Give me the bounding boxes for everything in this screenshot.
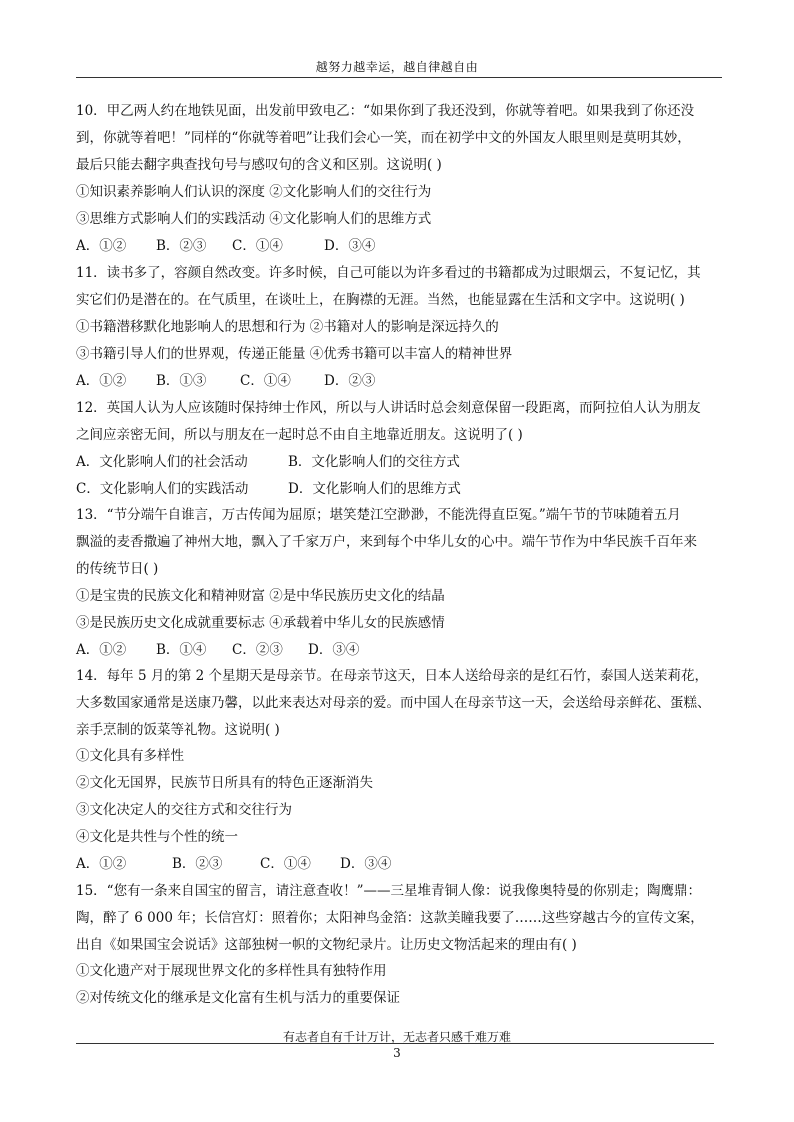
q13-option-b: B．①④ xyxy=(156,642,207,658)
q10-line-3: 最后只能去翻字典查找句号与感叹句的含义和区别。这说明( ) xyxy=(76,157,442,173)
q10-statement-3-4: ③思维方式影响人们的实践活动 ④文化影响人们的思维方式 xyxy=(76,211,432,227)
q10-option-b: B．②③ xyxy=(156,238,207,254)
q14-statement-3: ③文化决定人的交往方式和交往行为 xyxy=(76,802,292,818)
page-number: 3 xyxy=(393,1046,401,1060)
footer-rule xyxy=(76,1043,714,1044)
footer-motto: 有志者自有千计万计，无志者只感千难万难 xyxy=(282,1030,511,1044)
q11-option-d: D．②③ xyxy=(324,373,376,389)
q11-statement-1-2: ①书籍潜移默化地影响人的思想和行为 ②书籍对人的影响是深远持久的 xyxy=(76,319,499,335)
q11-option-b: B．①③ xyxy=(156,373,207,389)
q14-statement-2: ②文化无国界，民族节日所具有的特色正逐渐消失 xyxy=(76,775,373,791)
q12-option-a: A．文化影响人们的社会活动 xyxy=(76,454,248,470)
q13-line-3: 的传统节日( ) xyxy=(76,561,159,577)
q15-statement-2: ②对传统文化的继承是文化富有生机与活力的重要保证 xyxy=(76,990,400,1006)
q13-line-1: 13．“节分端午自谁言，万古传闻为屈原；堪笑楚江空渺渺，不能洗得直臣冤。”端午节的节味随着五月 xyxy=(76,507,681,523)
q10-statement-1-2: ①知识素养影响人们认识的深度 ②文化影响人们的交往行为 xyxy=(76,184,432,200)
q11-line-2: 实它们仍是潜在的。在气质里，在谈吐上，在胸襟的无涯。当然，也能显露在生活和文字中。这说明( ) xyxy=(76,292,685,308)
q10-line-1: 10．甲乙两人约在地铁见面，出发前甲致电乙：“如果你到了我还没到，你就等着吧。如果我到了你还没 xyxy=(76,103,695,119)
q15-line-2: 陶，醉了 6 000 年；长信宫灯：照着你；太阳神鸟金箔：这款美瞳我要了……这些穿越古今的宣传文案， xyxy=(76,910,704,926)
q13-option-a: A．①② xyxy=(76,642,127,658)
q15-statement-1: ①文化遗产对于展现世界文化的多样性具有独特作用 xyxy=(76,963,387,979)
q14-line-1: 14．每年 5 月的第 2 个星期天是母亲节。在母亲节这天，日本人送给母亲的是红石竹，泰国人送茉莉花， xyxy=(76,668,709,684)
q12-line-1: 12．英国人认为人应该随时保持绅士作风，所以与人讲话时总会刻意保留一段距离，而阿拉伯人认为朋友 xyxy=(76,400,701,416)
q14-line-2: 大多数国家通常是送康乃馨，以此来表达对母亲的爱。而中国人在母亲节这一天，会送给母亲鲜花、蛋糕、 xyxy=(76,695,711,711)
q14-option-a: A．①② xyxy=(76,856,127,872)
q14-statement-4: ④文化是共性与个性的统一 xyxy=(76,829,238,845)
q11-option-a: A．①② xyxy=(76,373,127,389)
q12-option-d: D．文化影响人们的思维方式 xyxy=(288,481,461,497)
q11-statement-3-4: ③书籍引导人们的世界观，传递正能量 ④优秀书籍可以丰富人的精神世界 xyxy=(76,346,513,362)
header-rule xyxy=(76,77,722,78)
q12-option-c: C．文化影响人们的实践活动 xyxy=(76,481,249,497)
q14-line-3: 亲手烹制的饭菜等礼物。这说明( ) xyxy=(76,722,280,738)
q13-line-2: 飘溢的麦香撒遍了神州大地，飘入了千家万户，来到每个中华儿女的心中。端午节作为中华民族千百年来 xyxy=(76,534,697,550)
q14-option-d: D．③④ xyxy=(340,856,392,872)
q11-option-c: C．①④ xyxy=(240,373,291,389)
q10-option-c: C．①④ xyxy=(232,238,283,254)
header-motto: 越努力越幸运，越自律越自由 xyxy=(315,60,479,74)
q10-line-2: 到，你就等着吧！”同样的“你就等着吧”让我们会心一笑，而在初学中文的外国友人眼里则是莫明其妙， xyxy=(76,130,691,146)
q12-option-b: B．文化影响人们的交往方式 xyxy=(288,454,460,470)
q13-statement-3-4: ③是民族历史文化成就重要标志 ④承载着中华儿女的民族感情 xyxy=(76,615,445,631)
q15-line-1: 15．“您有一条来自国宝的留言，请注意查收！”——三星堆青铜人像：说我像奥特曼的你别走；陶鹰鼎： xyxy=(76,883,701,899)
q10-option-a: A．①② xyxy=(76,238,127,254)
q11-line-1: 11．读书多了，容颜自然改变。许多时候，自己可能以为许多看过的书籍都成为过眼烟云，不复记忆，其 xyxy=(76,265,701,281)
q13-option-d: D．③④ xyxy=(308,642,360,658)
q14-statement-1: ①文化具有多样性 xyxy=(76,748,184,764)
q14-option-b: B．②③ xyxy=(172,856,223,872)
q13-option-c: C．②③ xyxy=(232,642,283,658)
q15-line-3: 出自《如果国宝会说话》这部独树一帜的文物纪录片。让历史文物活起来的理由有( ) xyxy=(76,937,577,953)
q14-option-c: C．①④ xyxy=(260,856,311,872)
q13-statement-1-2: ①是宝贵的民族文化和精神财富 ②是中华民族历史文化的结晶 xyxy=(76,588,445,604)
q10-option-d: D．③④ xyxy=(324,238,376,254)
q12-line-2: 之间应亲密无间，所以与朋友在一起时总不由自主地靠近朋友。这说明了( ) xyxy=(76,427,523,443)
